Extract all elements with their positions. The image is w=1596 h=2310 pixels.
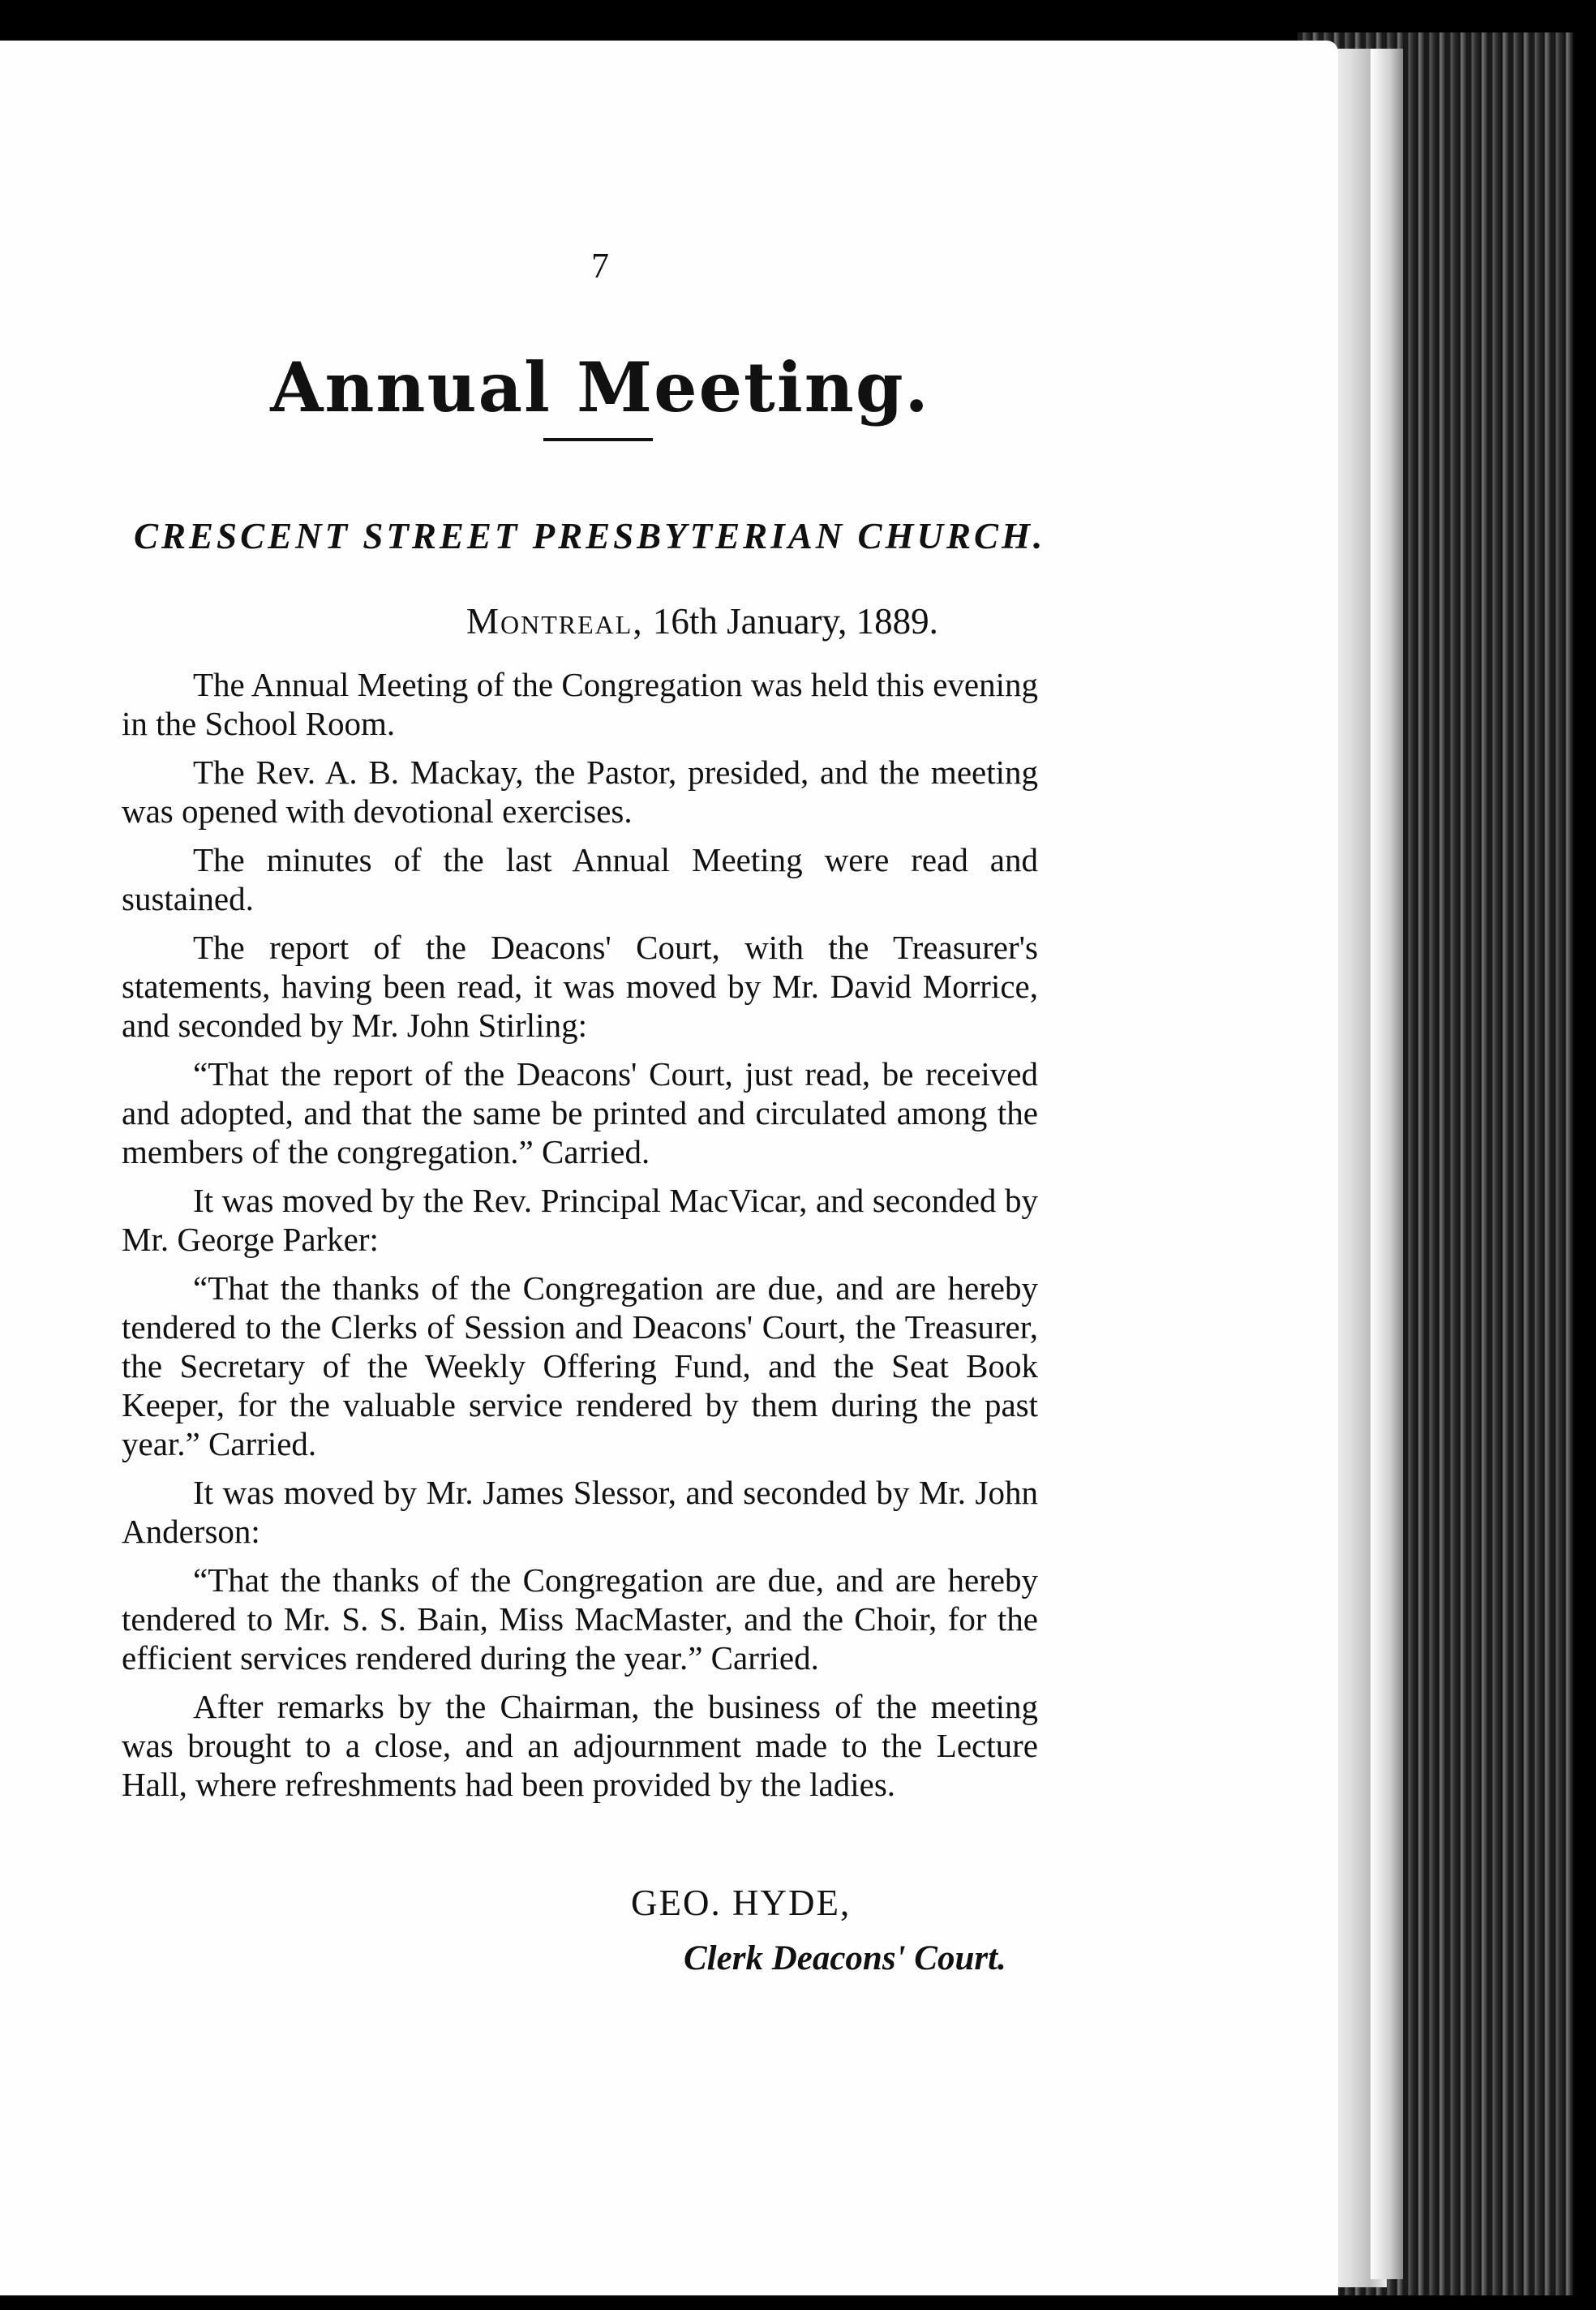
- dateline: [466, 600, 938, 642]
- paragraph: The report of the Deacons' Court, with the Treasurer's statements, having been read, it was moved by Mr. David Morrice, and seconded by Mr. John Stirling:: [122, 929, 1038, 1044]
- paragraph: “That the thanks of the Congregation are due, and are hereby tendered to the Clerks of Session and Deacons' Court, the Treasurer, the Secretary of the Weekly Offering Fund, and the Seat Book Keeper, for the valuable service rendered by them during the past year.” Carried.: [122, 1269, 1038, 1462]
- page-title: Annual Meeting.: [270, 347, 930, 427]
- paragraph: The Annual Meeting of the Congregation was held this evening in the School Room.: [122, 666, 1038, 742]
- dateline-date: 16th January, 1889.: [652, 601, 938, 642]
- paragraph: The Rev. A. B. Mackay, the Pastor, presided, and the meeting was opened with devotional exercises.: [122, 754, 1038, 830]
- book-page-edge-highlight-inner: [1371, 49, 1403, 2279]
- signature-title: Clerk Deacons' Court.: [684, 1939, 1006, 1977]
- title-divider: [543, 438, 653, 441]
- paragraph: “That the report of the Deacons' Court, just read, be received and adopted, and that the same be printed and circulated among the members of the congregation.” Carried.: [122, 1055, 1038, 1170]
- signature-name: GEO. HYDE,: [631, 1883, 852, 1923]
- paragraph: It was moved by Mr. James Slessor, and seconded by Mr. John Anderson:: [122, 1474, 1038, 1550]
- page-number: 7: [591, 246, 609, 286]
- paragraph: It was moved by the Rev. Principal MacVicar, and seconded by Mr. George Parker:: [122, 1182, 1038, 1258]
- paragraph: The minutes of the last Annual Meeting were read and sustained.: [122, 841, 1038, 917]
- minutes-body: [122, 665, 1038, 1814]
- document-page: [0, 41, 1338, 2295]
- paragraph: “That the thanks of the Congregation are due, and are hereby tendered to Mr. S. S. Bain, Miss MacMaster, and the Choir, for the efficient services rendered during the year.” Carried.: [122, 1561, 1038, 1677]
- paragraph: After remarks by the Chairman, the business of the meeting was brought to a close, and an adjournment made to the Lecture Hall, where refreshments had been provided by the ladies.: [122, 1688, 1038, 1803]
- dateline-place: Montreal,: [466, 601, 644, 642]
- church-heading: CRESCENT STREET PRESBYTERIAN CHURCH.: [134, 516, 1046, 556]
